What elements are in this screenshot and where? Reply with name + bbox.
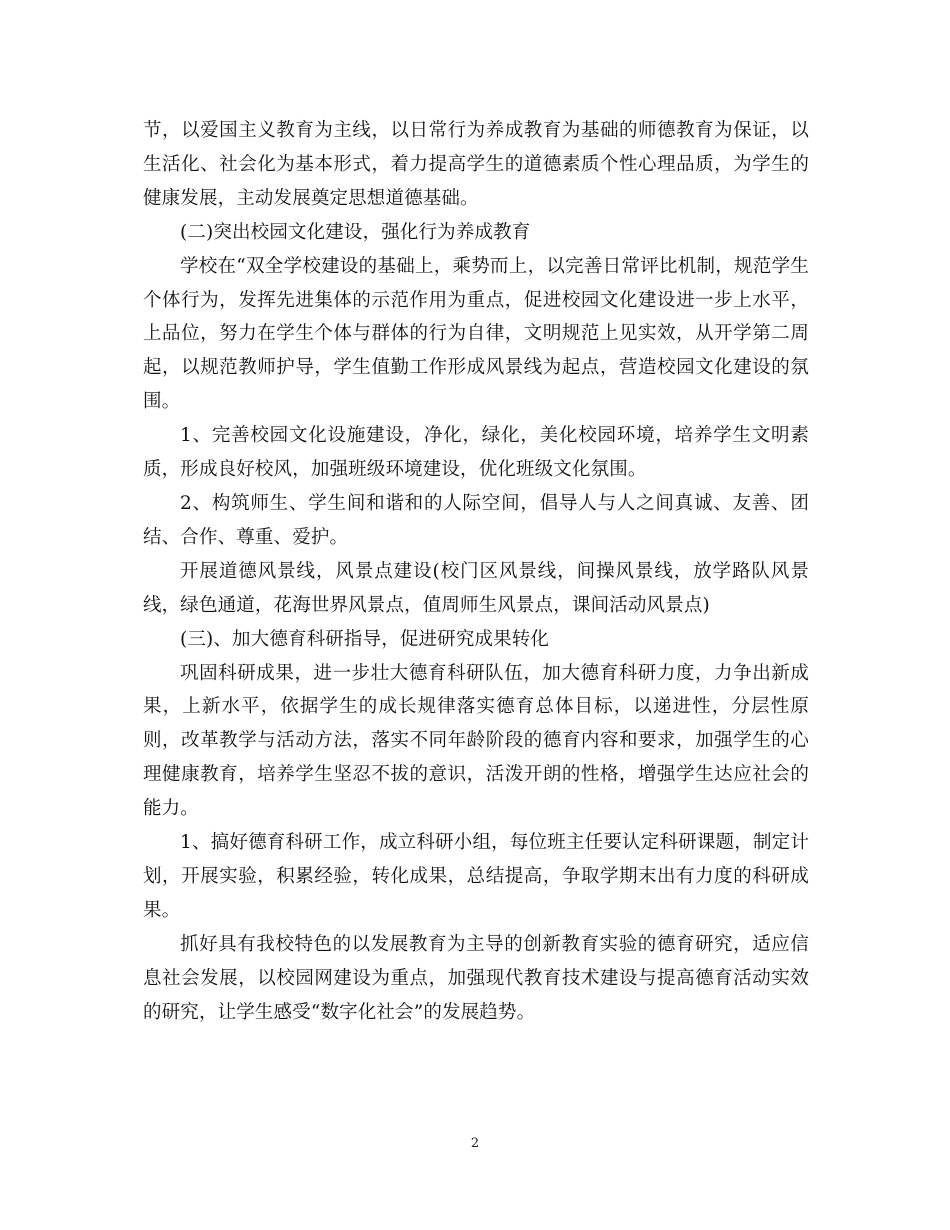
list-item: 1、完善校园文化设施建设，净化，绿化，美化校园环境，培养学生文明素质，形成良好校风，加强班级环境建设，优化班级文化氛围。 — [143, 425, 809, 481]
paragraph: 学校在“双全学校建设的基础上，乘势而上，以完善日常评比机制，规范学生个体行为，发挥先进集体的示范作用为重点，促进校园文化建设进一步上水平，上品位，努力在学生个体与群体的行为自律，文明规范上见实效，从开学第二周起，以规范教师护导，学生值勤工作形成风景线为起点，营造校园文化建设的氛围。 — [143, 255, 809, 413]
paragraph: 开展道德风景线，风景点建设(校门区风景线，间操风景线，放学路队风景线，绿色通道，花海世界风景点，值周师生风景点，课间活动风景点) — [143, 560, 809, 616]
paragraph: 抓好具有我校特色的以发展教育为主导的创新教育实验的德育研究，适应信息社会发展，以校园网建设为重点，加强现代教育技术建设与提高德育活动实效的研究，让学生感受“数字化社会”的发展趋势。 — [143, 933, 809, 1023]
paragraph: 巩固科研成果，进一步壮大德育科研队伍，加大德育科研力度，力争出新成果，上新水平，依据学生的成长规律落实德育总体目标，以递进性，分层性原则，改革教学与活动方法，落实不同年龄阶段的德育内容和要求，加强学生的心理健康教育，培养学生坚忍不拔的意识，活泼开朗的性格，增强学生达应社会的能力。 — [143, 662, 809, 820]
list-item: 1、搞好德育科研工作，成立科研小组，每位班主任要认定科研课题，制定计划，开展实验，积累经验，转化成果，总结提高，争取学期末出有力度的科研成果。 — [143, 832, 809, 921]
page-number: 2 — [470, 1136, 480, 1151]
list-item: 2、构筑师生、学生间和谐和的人际空间，倡导人与人之间真诚、友善、团结、合作、尊重、爱护。 — [143, 492, 809, 548]
body-text — [143, 114, 809, 1029]
paragraph-continuation: 节，以爱国主义教育为主线，以日常行为养成教育为基础的师德教育为保证，以生活化、社会化为基本形式，着力提高学生的道德素质个性心理品质，为学生的健康发展，主动发展奠定思想道德基础。 — [143, 120, 809, 209]
section-heading-2: (二)突出校园文化建设，强化行为养成教育 — [180, 221, 531, 243]
section-heading-3: (三)、加大德育科研指导，促进研究成果转化 — [180, 628, 550, 650]
